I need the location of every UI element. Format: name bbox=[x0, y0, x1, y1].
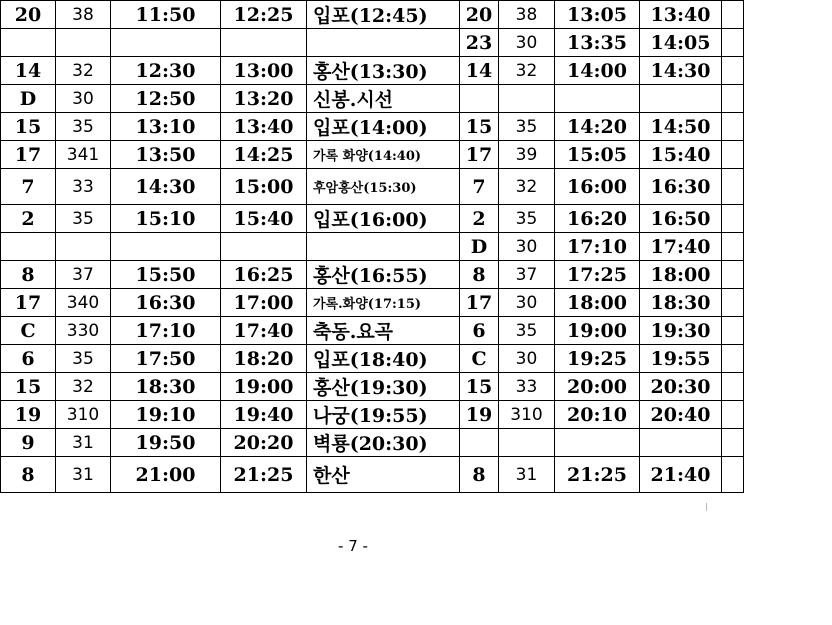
return-departure-time-cell: 21:25 bbox=[555, 457, 640, 493]
bus-number-cell: 37 bbox=[56, 261, 111, 289]
table-row bbox=[1, 205, 744, 233]
return-departure-time-cell: 19:25 bbox=[555, 345, 640, 373]
page-number: - 7 - bbox=[338, 537, 368, 555]
return-departure-time-cell: 15:05 bbox=[555, 141, 640, 169]
return-departure-time-cell: 17:25 bbox=[555, 261, 640, 289]
table-row bbox=[1, 345, 744, 373]
bus-number-cell: 32 bbox=[56, 373, 111, 401]
departure-time-cell: 13:10 bbox=[111, 113, 221, 141]
return-bus-number-cell: 31 bbox=[499, 457, 555, 493]
bus-number-cell bbox=[56, 233, 111, 261]
return-departure-time-cell: 18:00 bbox=[555, 289, 640, 317]
return-bus-number-cell: 310 bbox=[499, 401, 555, 429]
return-bus-number-cell: 37 bbox=[499, 261, 555, 289]
return-bus-number-cell: 32 bbox=[499, 169, 555, 205]
table-corner-mark bbox=[706, 503, 707, 511]
return-route-number-cell: 19 bbox=[460, 401, 499, 429]
destination-cell: 신봉.시선 bbox=[307, 85, 460, 113]
return-arrival-time-cell bbox=[640, 85, 722, 113]
destination-cell: 입포(16:00) bbox=[307, 205, 460, 233]
departure-time-cell: 13:50 bbox=[111, 141, 221, 169]
return-bus-number-cell: 35 bbox=[499, 113, 555, 141]
blank-edge-cell bbox=[722, 57, 744, 85]
table-row bbox=[1, 457, 744, 493]
route-number-cell: D bbox=[1, 85, 56, 113]
return-arrival-time-cell: 17:40 bbox=[640, 233, 722, 261]
blank-edge-cell bbox=[722, 457, 744, 493]
destination-cell: 나궁(19:55) bbox=[307, 401, 460, 429]
return-route-number-cell: 7 bbox=[460, 169, 499, 205]
route-number-cell: 9 bbox=[1, 429, 56, 457]
return-route-number-cell: 17 bbox=[460, 141, 499, 169]
return-route-number-cell: 8 bbox=[460, 261, 499, 289]
return-route-number-cell: 14 bbox=[460, 57, 499, 85]
return-bus-number-cell bbox=[499, 85, 555, 113]
return-arrival-time-cell: 14:50 bbox=[640, 113, 722, 141]
departure-time-cell: 19:10 bbox=[111, 401, 221, 429]
return-departure-time-cell: 14:00 bbox=[555, 57, 640, 85]
return-departure-time-cell: 14:20 bbox=[555, 113, 640, 141]
destination-cell: 후암홍산(15:30) bbox=[307, 169, 460, 205]
bus-number-cell: 33 bbox=[56, 169, 111, 205]
return-bus-number-cell: 39 bbox=[499, 141, 555, 169]
return-bus-number-cell: 30 bbox=[499, 233, 555, 261]
route-number-cell: 19 bbox=[1, 401, 56, 429]
departure-time-cell bbox=[111, 29, 221, 57]
blank-edge-cell bbox=[722, 85, 744, 113]
blank-edge-cell bbox=[722, 1, 744, 29]
destination-cell: 홍산(13:30) bbox=[307, 57, 460, 85]
arrival-time-cell bbox=[221, 233, 307, 261]
arrival-time-cell: 19:40 bbox=[221, 401, 307, 429]
return-departure-time-cell: 19:00 bbox=[555, 317, 640, 345]
departure-time-cell: 15:50 bbox=[111, 261, 221, 289]
return-arrival-time-cell: 19:30 bbox=[640, 317, 722, 345]
return-route-number-cell: 17 bbox=[460, 289, 499, 317]
destination-cell: 벽룡(20:30) bbox=[307, 429, 460, 457]
bus-number-cell: 35 bbox=[56, 205, 111, 233]
return-bus-number-cell: 30 bbox=[499, 29, 555, 57]
destination-cell: 가록.화양(17:15) bbox=[307, 289, 460, 317]
blank-edge-cell bbox=[722, 169, 744, 205]
return-departure-time-cell: 16:20 bbox=[555, 205, 640, 233]
return-bus-number-cell: 30 bbox=[499, 345, 555, 373]
bus-number-cell: 330 bbox=[56, 317, 111, 345]
return-route-number-cell: 8 bbox=[460, 457, 499, 493]
return-route-number-cell bbox=[460, 85, 499, 113]
destination-cell bbox=[307, 29, 460, 57]
blank-edge-cell bbox=[722, 401, 744, 429]
table-row bbox=[1, 317, 744, 345]
route-number-cell bbox=[1, 29, 56, 57]
departure-time-cell: 15:10 bbox=[111, 205, 221, 233]
table-row bbox=[1, 85, 744, 113]
return-arrival-time-cell: 13:40 bbox=[640, 1, 722, 29]
route-number-cell: 6 bbox=[1, 345, 56, 373]
return-departure-time-cell: 13:35 bbox=[555, 29, 640, 57]
route-number-cell: 20 bbox=[1, 1, 56, 29]
departure-time-cell: 12:50 bbox=[111, 85, 221, 113]
arrival-time-cell: 17:00 bbox=[221, 289, 307, 317]
destination-cell: 입포(14:00) bbox=[307, 113, 460, 141]
arrival-time-cell: 13:00 bbox=[221, 57, 307, 85]
return-route-number-cell: 20 bbox=[460, 1, 499, 29]
return-departure-time-cell: 20:10 bbox=[555, 401, 640, 429]
arrival-time-cell: 15:40 bbox=[221, 205, 307, 233]
timetable-body bbox=[1, 1, 744, 493]
table-row bbox=[1, 373, 744, 401]
return-bus-number-cell bbox=[499, 429, 555, 457]
table-row bbox=[1, 401, 744, 429]
return-arrival-time-cell: 14:30 bbox=[640, 57, 722, 85]
return-arrival-time-cell: 18:00 bbox=[640, 261, 722, 289]
return-departure-time-cell bbox=[555, 85, 640, 113]
departure-time-cell: 21:00 bbox=[111, 457, 221, 493]
return-arrival-time-cell: 15:40 bbox=[640, 141, 722, 169]
return-bus-number-cell: 33 bbox=[499, 373, 555, 401]
route-number-cell: 14 bbox=[1, 57, 56, 85]
blank-edge-cell bbox=[722, 261, 744, 289]
bus-number-cell: 30 bbox=[56, 85, 111, 113]
destination-cell: 가록 화양(14:40) bbox=[307, 141, 460, 169]
table-row bbox=[1, 169, 744, 205]
bus-number-cell: 340 bbox=[56, 289, 111, 317]
route-number-cell: 8 bbox=[1, 261, 56, 289]
departure-time-cell: 17:10 bbox=[111, 317, 221, 345]
route-number-cell: 17 bbox=[1, 141, 56, 169]
return-route-number-cell: 15 bbox=[460, 373, 499, 401]
departure-time-cell: 19:50 bbox=[111, 429, 221, 457]
blank-edge-cell bbox=[722, 345, 744, 373]
return-route-number-cell: C bbox=[460, 345, 499, 373]
return-arrival-time-cell: 14:05 bbox=[640, 29, 722, 57]
blank-edge-cell bbox=[722, 205, 744, 233]
blank-edge-cell bbox=[722, 373, 744, 401]
table-row bbox=[1, 429, 744, 457]
destination-cell: 축동.요곡 bbox=[307, 317, 460, 345]
blank-edge-cell bbox=[722, 29, 744, 57]
departure-time-cell bbox=[111, 233, 221, 261]
departure-time-cell: 12:30 bbox=[111, 57, 221, 85]
return-route-number-cell: 23 bbox=[460, 29, 499, 57]
destination-cell: 한산 bbox=[307, 457, 460, 493]
destination-cell: 입포(12:45) bbox=[307, 1, 460, 29]
route-number-cell bbox=[1, 233, 56, 261]
route-number-cell: C bbox=[1, 317, 56, 345]
return-arrival-time-cell: 20:40 bbox=[640, 401, 722, 429]
return-route-number-cell: D bbox=[460, 233, 499, 261]
bus-number-cell: 32 bbox=[56, 57, 111, 85]
arrival-time-cell: 16:25 bbox=[221, 261, 307, 289]
table-row bbox=[1, 57, 744, 85]
arrival-time-cell: 13:40 bbox=[221, 113, 307, 141]
destination-cell: 홍산(16:55) bbox=[307, 261, 460, 289]
destination-cell: 홍산(19:30) bbox=[307, 373, 460, 401]
return-arrival-time-cell: 16:50 bbox=[640, 205, 722, 233]
blank-edge-cell bbox=[722, 289, 744, 317]
return-arrival-time-cell: 16:30 bbox=[640, 169, 722, 205]
return-arrival-time-cell: 18:30 bbox=[640, 289, 722, 317]
route-number-cell: 8 bbox=[1, 457, 56, 493]
return-departure-time-cell: 16:00 bbox=[555, 169, 640, 205]
return-route-number-cell bbox=[460, 429, 499, 457]
route-number-cell: 17 bbox=[1, 289, 56, 317]
return-departure-time-cell: 20:00 bbox=[555, 373, 640, 401]
blank-edge-cell bbox=[722, 317, 744, 345]
return-bus-number-cell: 38 bbox=[499, 1, 555, 29]
arrival-time-cell: 13:20 bbox=[221, 85, 307, 113]
arrival-time-cell: 12:25 bbox=[221, 1, 307, 29]
destination-cell bbox=[307, 233, 460, 261]
bus-number-cell: 31 bbox=[56, 457, 111, 493]
table-row bbox=[1, 289, 744, 317]
bus-number-cell bbox=[56, 29, 111, 57]
return-bus-number-cell: 35 bbox=[499, 317, 555, 345]
return-route-number-cell: 2 bbox=[460, 205, 499, 233]
bus-number-cell: 35 bbox=[56, 345, 111, 373]
bus-number-cell: 35 bbox=[56, 113, 111, 141]
blank-edge-cell bbox=[722, 141, 744, 169]
return-route-number-cell: 6 bbox=[460, 317, 499, 345]
route-number-cell: 15 bbox=[1, 113, 56, 141]
blank-edge-cell bbox=[722, 233, 744, 261]
departure-time-cell: 17:50 bbox=[111, 345, 221, 373]
route-number-cell: 7 bbox=[1, 169, 56, 205]
arrival-time-cell bbox=[221, 29, 307, 57]
arrival-time-cell: 18:20 bbox=[221, 345, 307, 373]
bus-number-cell: 31 bbox=[56, 429, 111, 457]
return-bus-number-cell: 30 bbox=[499, 289, 555, 317]
departure-time-cell: 11:50 bbox=[111, 1, 221, 29]
departure-time-cell: 14:30 bbox=[111, 169, 221, 205]
return-arrival-time-cell: 19:55 bbox=[640, 345, 722, 373]
return-departure-time-cell: 17:10 bbox=[555, 233, 640, 261]
bus-number-cell: 341 bbox=[56, 141, 111, 169]
table-row bbox=[1, 29, 744, 57]
arrival-time-cell: 21:25 bbox=[221, 457, 307, 493]
return-arrival-time-cell: 20:30 bbox=[640, 373, 722, 401]
return-route-number-cell: 15 bbox=[460, 113, 499, 141]
table-row bbox=[1, 1, 744, 29]
return-bus-number-cell: 32 bbox=[499, 57, 555, 85]
return-arrival-time-cell: 21:40 bbox=[640, 457, 722, 493]
return-departure-time-cell: 13:05 bbox=[555, 1, 640, 29]
table-row bbox=[1, 261, 744, 289]
bus-number-cell: 38 bbox=[56, 1, 111, 29]
blank-edge-cell bbox=[722, 429, 744, 457]
return-bus-number-cell: 35 bbox=[499, 205, 555, 233]
table-row bbox=[1, 113, 744, 141]
arrival-time-cell: 17:40 bbox=[221, 317, 307, 345]
return-departure-time-cell bbox=[555, 429, 640, 457]
return-arrival-time-cell bbox=[640, 429, 722, 457]
route-number-cell: 2 bbox=[1, 205, 56, 233]
blank-edge-cell bbox=[722, 113, 744, 141]
route-number-cell: 15 bbox=[1, 373, 56, 401]
table-row bbox=[1, 233, 744, 261]
arrival-time-cell: 15:00 bbox=[221, 169, 307, 205]
arrival-time-cell: 14:25 bbox=[221, 141, 307, 169]
departure-time-cell: 16:30 bbox=[111, 289, 221, 317]
table-row bbox=[1, 141, 744, 169]
bus-number-cell: 310 bbox=[56, 401, 111, 429]
departure-time-cell: 18:30 bbox=[111, 373, 221, 401]
arrival-time-cell: 20:20 bbox=[221, 429, 307, 457]
destination-cell: 입포(18:40) bbox=[307, 345, 460, 373]
arrival-time-cell: 19:00 bbox=[221, 373, 307, 401]
